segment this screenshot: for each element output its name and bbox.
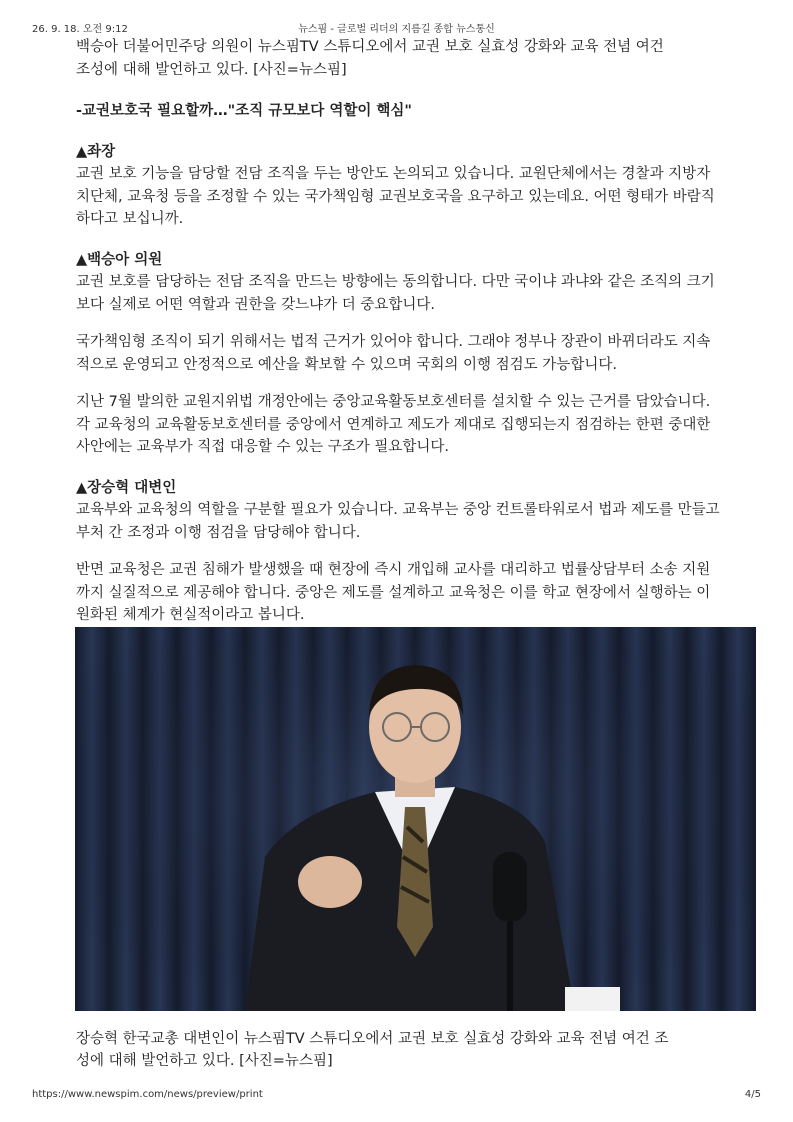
- article-photo: [75, 627, 756, 1011]
- print-date: 26. 9. 18. 오전 9:12: [32, 24, 128, 35]
- print-page-title: 뉴스핌 - 글로벌 리더의 지름길 종합 뉴스통신: [298, 24, 495, 35]
- photo-caption-top: 백승아 더불어민주당 의원이 뉴스핌TV 스튜디오에서 교권 보호 실효성 강화와 교육 전념 여건 조성에 대해 발언하고 있다. [사진=뉴스핌]: [76, 39, 664, 78]
- section-subhead: -교권보호국 필요할까…"조직 규모보다 역할이 핵심": [76, 103, 412, 119]
- paragraph: 국가책임형 조직이 되기 위해서는 법적 근거가 있어야 합니다. 그래야 정부나 장관이 바뀌더라도 지속적으로 운영되고 안정적으로 예산을 확보할 수 있으며 국회의 이행 점검도 가능합니다.: [76, 334, 711, 373]
- paragraph: 반면 교육청은 교권 침해가 발생했을 때 현장에 즉시 개입해 교사를 대리하고 법률상담부터 소송 지원까지 실질적으로 제공해야 합니다. 중앙은 제도를 설계하고 교육청은 이를 학교 현장에서 실행하는 이원화된 체계가 현실적이라고 봅니다.: [76, 562, 711, 623]
- speaker-moderator: ▲좌장: [76, 143, 116, 160]
- print-footer: [32, 1089, 761, 1103]
- article-body: [76, 36, 722, 627]
- print-header: [32, 20, 761, 34]
- paragraph: 교권 보호를 담당하는 전담 조직을 만드는 방향에는 동의합니다. 다만 국이냐 과냐와 같은 조직의 크기보다 실제로 어떤 역할과 권한을 갖느냐가 더 중요합니다.: [76, 274, 715, 313]
- speaker-jang: ▲장승혁 대변인: [76, 479, 177, 496]
- photo-caption-bottom: 장승혁 한국교총 대변인이 뉴스핌TV 스튜디오에서 교권 보호 실효성 강화와 교육 전념 여건 조성에 대해 발언하고 있다. [사진=뉴스핌]: [76, 1030, 669, 1069]
- paragraph: 교권 보호 기능을 담당할 전담 조직을 두는 방안도 논의되고 있습니다. 교원단체에서는 경찰과 지방자치단체, 교육청 등을 조정할 수 있는 국가책임형 교권보호국을 요구하고 있는데요. 어떤 형태가 바람직하다고 보십니까.: [76, 166, 715, 227]
- paragraph: 교육부와 교육청의 역할을 구분할 필요가 있습니다. 교육부는 중앙 컨트롤타워로서 법과 제도를 만들고 부처 간 조정과 이행 점검을 담당해야 합니다.: [76, 502, 720, 541]
- paragraph: 지난 7월 발의한 교원지위법 개정안에는 중앙교육활동보호센터를 설치할 수 있는 근거를 담았습니다. 각 교육청의 교육활동보호센터를 중앙에서 연계하고 제도가 제대로 집행되는지 점검하는 한편 중대한 사안에는 교육부가 직접 대응할 수 있는 구조가 필요합니다.: [76, 394, 711, 455]
- page-number: 4/5: [744, 1089, 761, 1100]
- speaker-photo-illustration: [75, 627, 756, 1011]
- print-url: https://www.newspim.com/news/preview/print: [32, 1089, 263, 1100]
- speaker-baek: ▲백승아 의원: [76, 251, 163, 268]
